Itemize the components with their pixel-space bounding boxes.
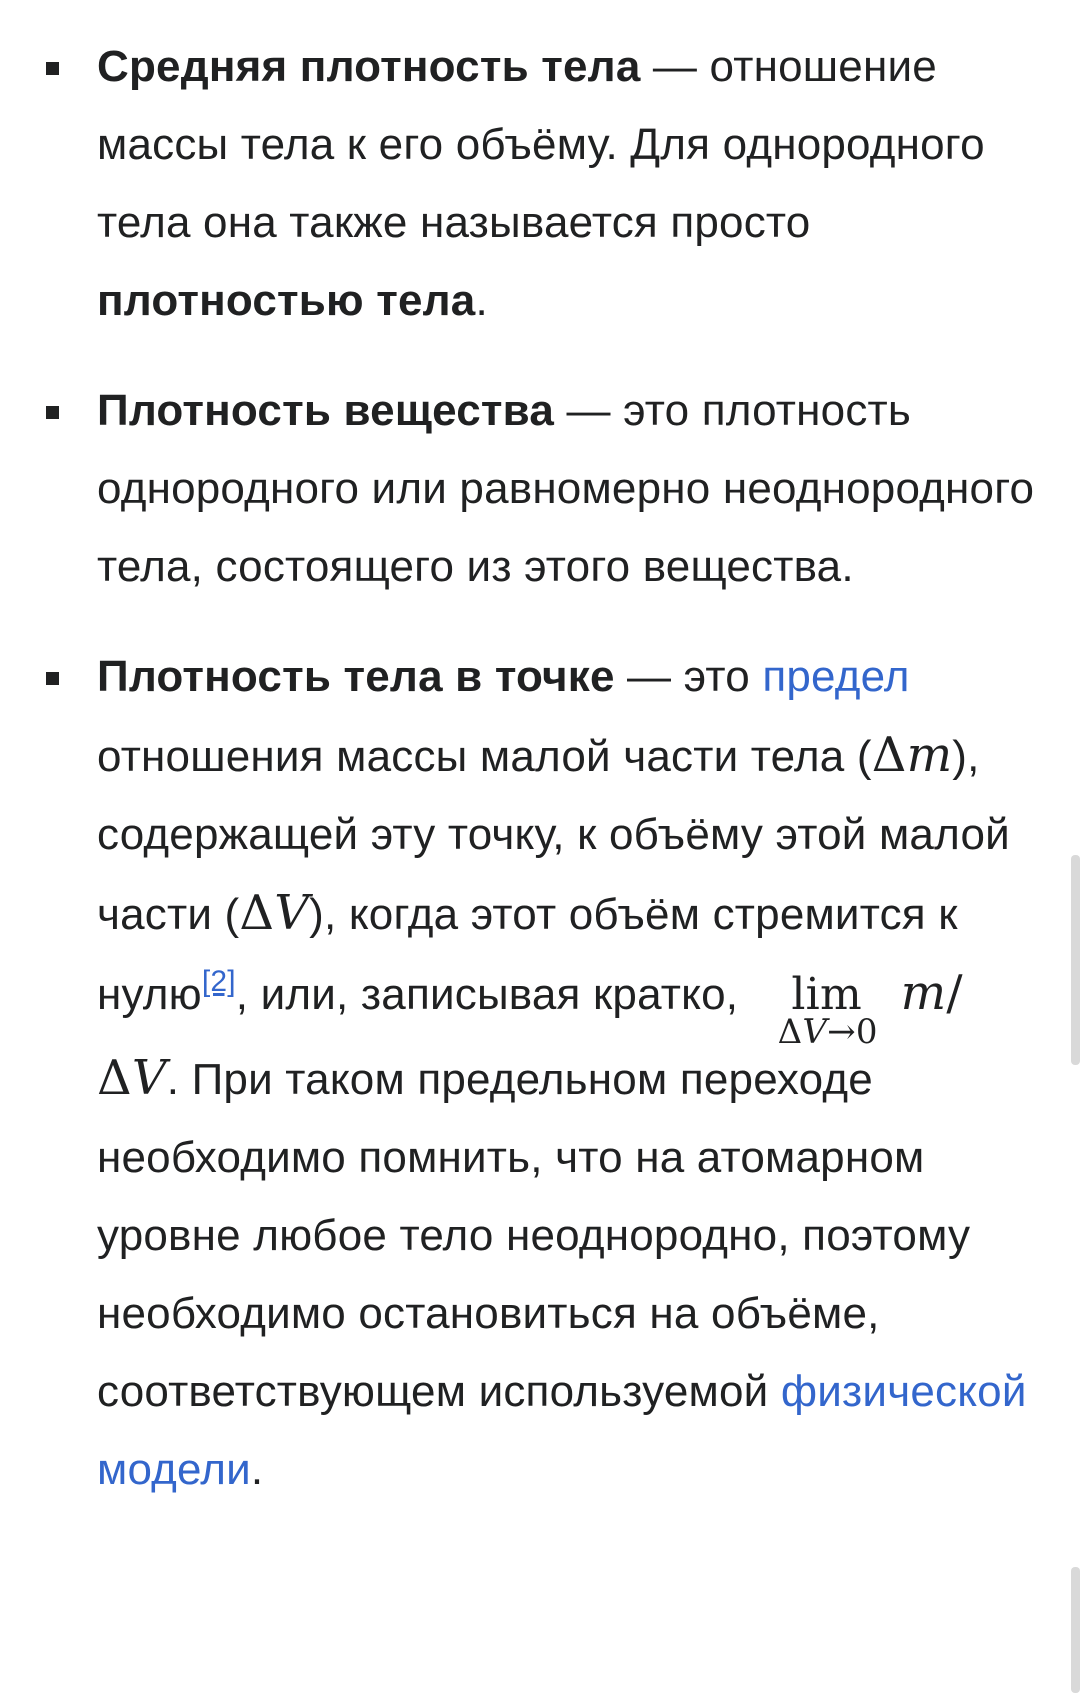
bullet-icon: [46, 62, 59, 75]
item-end: .: [250, 1445, 264, 1494]
item-text: ), содержащей эту точку, к объёму этой малой части (: [97, 732, 1010, 939]
footnote-link[interactable]: [2]: [201, 965, 236, 998]
lim-word: lim: [791, 969, 862, 1020]
list-item: [0, 0, 1080, 340]
item-text: отношения массы малой части тела (: [97, 732, 872, 781]
item-text: ), когда этот объём стремится к нулю: [97, 890, 958, 1019]
item-end: .: [475, 276, 488, 325]
term-average-density: Средняя плотность тела: [97, 42, 641, 91]
math-formula: m/ΔV: [97, 965, 963, 1106]
scrollbar-thumb-lower[interactable]: [1071, 1567, 1080, 1693]
term-body-density: плотностью тела: [97, 276, 476, 325]
bullet-icon: [46, 406, 59, 419]
math-delta-v: ΔV: [239, 885, 310, 941]
list-item: [0, 372, 1080, 606]
list-item: [0, 638, 1080, 1509]
lim-subscript: ΔV→0: [777, 1012, 878, 1052]
term-point-density: Плотность тела в точке: [97, 652, 615, 701]
item-text: — это: [614, 652, 763, 701]
physical-model-link[interactable]: физической модели: [97, 1367, 1027, 1494]
scrollbar-thumb[interactable]: [1071, 855, 1080, 1065]
bullet-icon: [46, 672, 59, 685]
item-text-long: . При таком предельном переходе необходимо помнить, что на атомарном уровне любое тело неоднородно, поэтому необходимо остановиться на объёме, соответствующем используемой: [97, 1055, 971, 1416]
item-text: — отношение массы тела к его объёму. Для однородного тела она также называется просто: [97, 42, 985, 247]
item-text: , или, записывая кратко,: [235, 970, 751, 1019]
limit-link[interactable]: предел: [762, 652, 910, 701]
math-delta-m: Δm: [871, 727, 953, 783]
limit-formula: [767, 956, 887, 1052]
term-substance-density: Плотность вещества: [97, 386, 555, 435]
item-text: — это плотность однородного или равномерно неоднородного тела, состоящего из этого вещества.: [97, 386, 1035, 591]
